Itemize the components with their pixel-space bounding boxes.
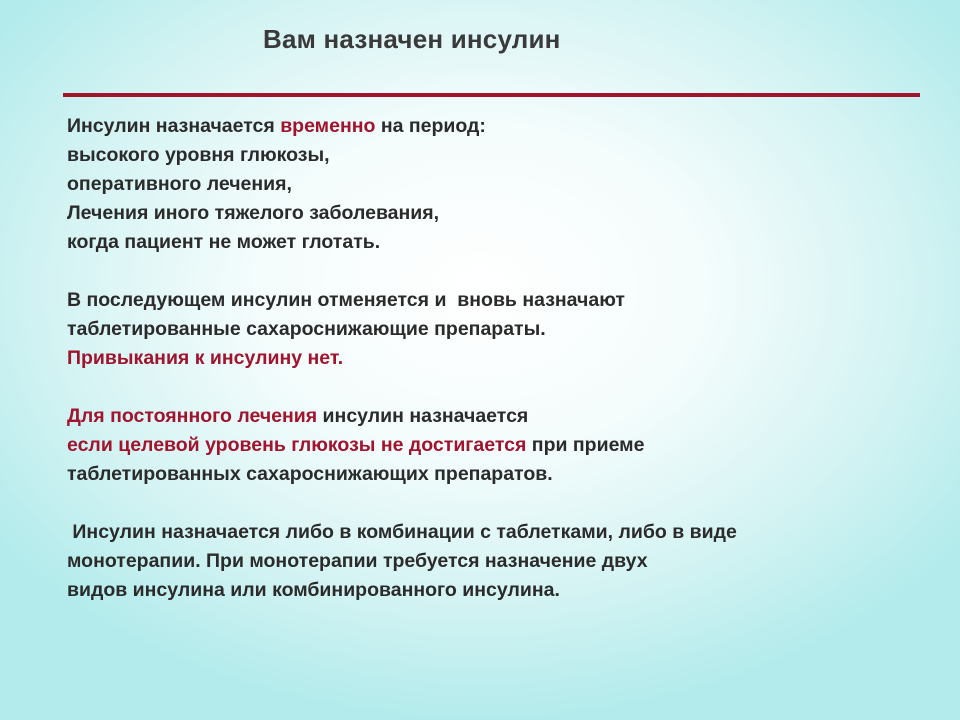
text-line bbox=[67, 347, 343, 369]
text-line bbox=[67, 463, 553, 485]
text-line bbox=[67, 173, 292, 195]
text-run: таблетированных сахароснижающих препаратов. bbox=[67, 463, 553, 485]
text-run: В последующем инсулин отменяется и вновь назначают bbox=[67, 289, 625, 311]
text-line bbox=[67, 202, 439, 224]
text-line bbox=[67, 521, 737, 543]
text-run: оперативного лечения, bbox=[67, 173, 292, 195]
paragraph-insulin-withdrawal bbox=[67, 286, 937, 373]
slide-body bbox=[67, 112, 937, 634]
text-run: Инсулин назначается либо в комбинации с таблетками, либо в виде bbox=[67, 521, 737, 543]
text-run: Лечения иного тяжелого заболевания, bbox=[67, 202, 440, 224]
highlighted-text-run: Привыкания к инсулину нет. bbox=[67, 347, 344, 369]
paragraph-temporary-insulin bbox=[67, 112, 937, 257]
highlighted-text-run: Для постоянного лечения bbox=[67, 405, 318, 427]
text-line bbox=[67, 550, 648, 572]
text-run: видов инсулина или комбинированного инсулина. bbox=[67, 579, 560, 601]
highlighted-text-run: временно bbox=[280, 115, 376, 137]
text-line bbox=[67, 231, 380, 253]
text-line bbox=[67, 579, 560, 601]
paragraph-combination-therapy bbox=[67, 518, 937, 605]
text-run: монотерапии. При монотерапии требуется назначение двух bbox=[67, 550, 648, 572]
text-run: на период: bbox=[375, 115, 486, 137]
text-line bbox=[67, 144, 330, 166]
highlighted-text-run: если целевой уровень глюкозы не достигается bbox=[67, 434, 527, 456]
text-run: Инсулин назначается bbox=[67, 115, 281, 137]
slide-title: Вам назначен инсулин bbox=[263, 24, 561, 54]
text-line bbox=[67, 115, 486, 137]
text-run: таблетированные сахароснижающие препараты. bbox=[67, 318, 546, 340]
title-divider bbox=[63, 93, 920, 97]
text-line bbox=[67, 318, 546, 340]
text-run: инсулин назначается bbox=[317, 405, 529, 427]
text-run: высокого уровня глюкозы, bbox=[67, 144, 330, 166]
text-line bbox=[67, 289, 625, 311]
text-line bbox=[67, 405, 528, 427]
text-run: при приеме bbox=[526, 434, 645, 456]
paragraph-permanent-treatment bbox=[67, 402, 937, 489]
text-line bbox=[67, 434, 644, 456]
text-run: когда пациент не может глотать. bbox=[67, 231, 381, 253]
